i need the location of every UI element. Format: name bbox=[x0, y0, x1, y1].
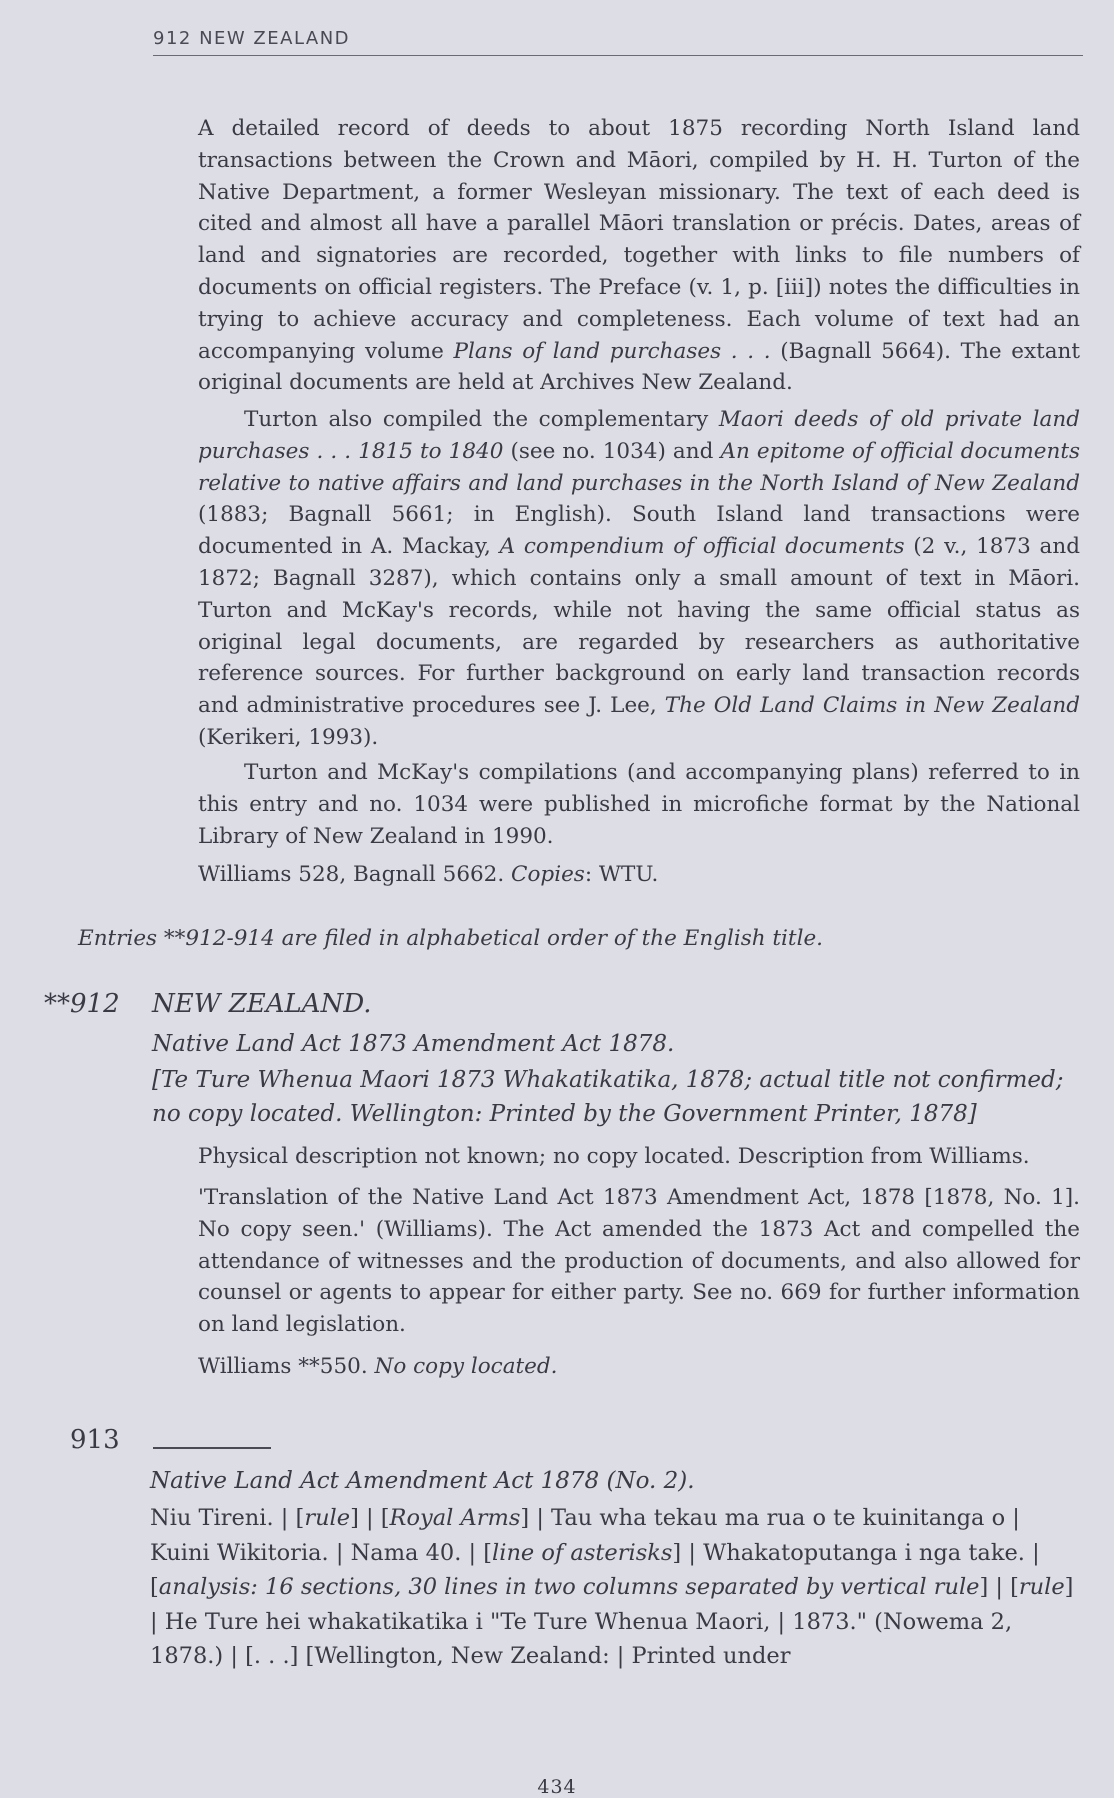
entry-912-references: Williams **550. No copy located. bbox=[198, 1354, 558, 1379]
entry-912-number: **912 bbox=[44, 989, 120, 1019]
entry-912-note: 'Translation of the Native Land Act 1873 Amendment Act, 1878 [1878, No. 1]. No copy seen.' (Williams). The Act amended the 1873 Act and compelled the attendance of witnesses and the production of documents, and also allowed for counsel or agents to appear for either party. See no. 669 for further information on land legislation. bbox=[198, 1185, 1080, 1338]
italic-run: line of asterisks bbox=[492, 1539, 673, 1566]
italic-run: The Old Land Claims in New Zealand bbox=[664, 693, 1080, 719]
italic-run: Copies bbox=[511, 862, 585, 887]
entry-913-title: Native Land Act Amendment Act 1878 (No. 2). bbox=[150, 1468, 695, 1494]
prev-entry-references: Williams 528, Bagnall 5662. Copies: WTU. bbox=[198, 862, 659, 887]
italic-run: Plans of land purchases . . . bbox=[453, 338, 771, 364]
entry-912-physical-description: Physical description not known; no copy located. Description from Williams. bbox=[198, 1144, 1030, 1169]
italic-run: analysis: 16 sections, 30 lines in two columns separated by vertical rule bbox=[158, 1574, 980, 1600]
italic-run: A compendium of official documents bbox=[499, 534, 905, 560]
entry-912-bracket-title: [Te Ture Whenua Maori 1873 Whakatikatika, 1878; actual title not confirmed; no copy located. Wellington: Printed by the Government Printer, 1878] bbox=[152, 1067, 1064, 1127]
italic-run: No copy located. bbox=[374, 1354, 558, 1379]
italic-run: rule bbox=[304, 1505, 351, 1531]
running-head: 912 NEW ZEALAND bbox=[153, 28, 1083, 56]
paragraph-complementary-records: Turton also compiled the complementary Maori deeds of old private land purchases . . . 1815 to 1840 (see no. 1034) and An epitome of official documents relative to native affairs and land purchases in the North Island of New Zealand (1883; Bagnall 5661; in English). South Island land transactions were documented in A. Mackay, A compendium of official documents (2 v., 1873 and 1872; Bagnall 3287), which contains only a small amount of text in Māori. Turton and McKay's records, while not having the same official status as original legal documents, are regarded by researchers as authoritative reference sources. For further background on early land transaction records and administrative procedures see J. Lee, The Old Land Claims in New Zealand (Kerikeri, 1993). bbox=[198, 407, 1080, 750]
entry-913-transcription: Niu Tireni. | [rule] | [Royal Arms] | Tau wha tekau ma rua o te kuinitanga o | Kuini Wikitoria. | Nama 40. | [line of asterisks] | Whakatoputanga i nga take. | [analysis: 16 sections, 30 lines in two columns separated by vertical rule] | [rule] | He Ture hei whakatikatika i "Te Ture Whenua Maori, | 1873." (Nowema 2, 1878.) | [. . .] [Wellington, New Zealand: | Printed under bbox=[150, 1505, 1074, 1669]
page-number: 434 bbox=[537, 1776, 577, 1798]
entries-filing-note: Entries **912-914 are filed in alphabetical order of the English title. bbox=[78, 926, 824, 951]
ditto-rule bbox=[153, 1447, 271, 1449]
paragraph-microfiche: Turton and McKay's compilations (and accompanying plans) referred to in this entry and no. 1034 were published in microfiche format by the National Library of New Zealand in 1990. bbox=[198, 760, 1080, 849]
paragraph-turton-deeds: A detailed record of deeds to about 1875 recording North Island land transactions between the Crown and Māori, compiled by H. H. Turton of the Native Department, a former Wesleyan missionary. The text of each deed is cited and almost all have a parallel Māori translation or précis. Dates, areas of land and signatories are recorded, together with links to file numbers of documents on official registers. The Preface (v. 1, p. [iii]) notes the difficulties in trying to achieve accuracy and completeness. Each volume of text had an accompanying volume Plans of land purchases . . . (Bagnall 5664). The extant original documents are held at Archives New Zealand. bbox=[198, 116, 1081, 396]
italic-run: Royal Arms bbox=[389, 1505, 521, 1531]
entry-913-number: 913 bbox=[70, 1425, 120, 1455]
entry-912-title: Native Land Act 1873 Amendment Act 1878. bbox=[152, 1031, 675, 1057]
entry-912-heading: NEW ZEALAND. bbox=[152, 989, 372, 1019]
italic-run: rule bbox=[1018, 1574, 1065, 1600]
italic-run: Maori deeds of old private land purchases . . . 1815 to 1840 bbox=[198, 407, 1080, 464]
italic-run: An epitome of official documents relative to native affairs and land purchases in the North Island of New Zealand bbox=[198, 438, 1080, 496]
